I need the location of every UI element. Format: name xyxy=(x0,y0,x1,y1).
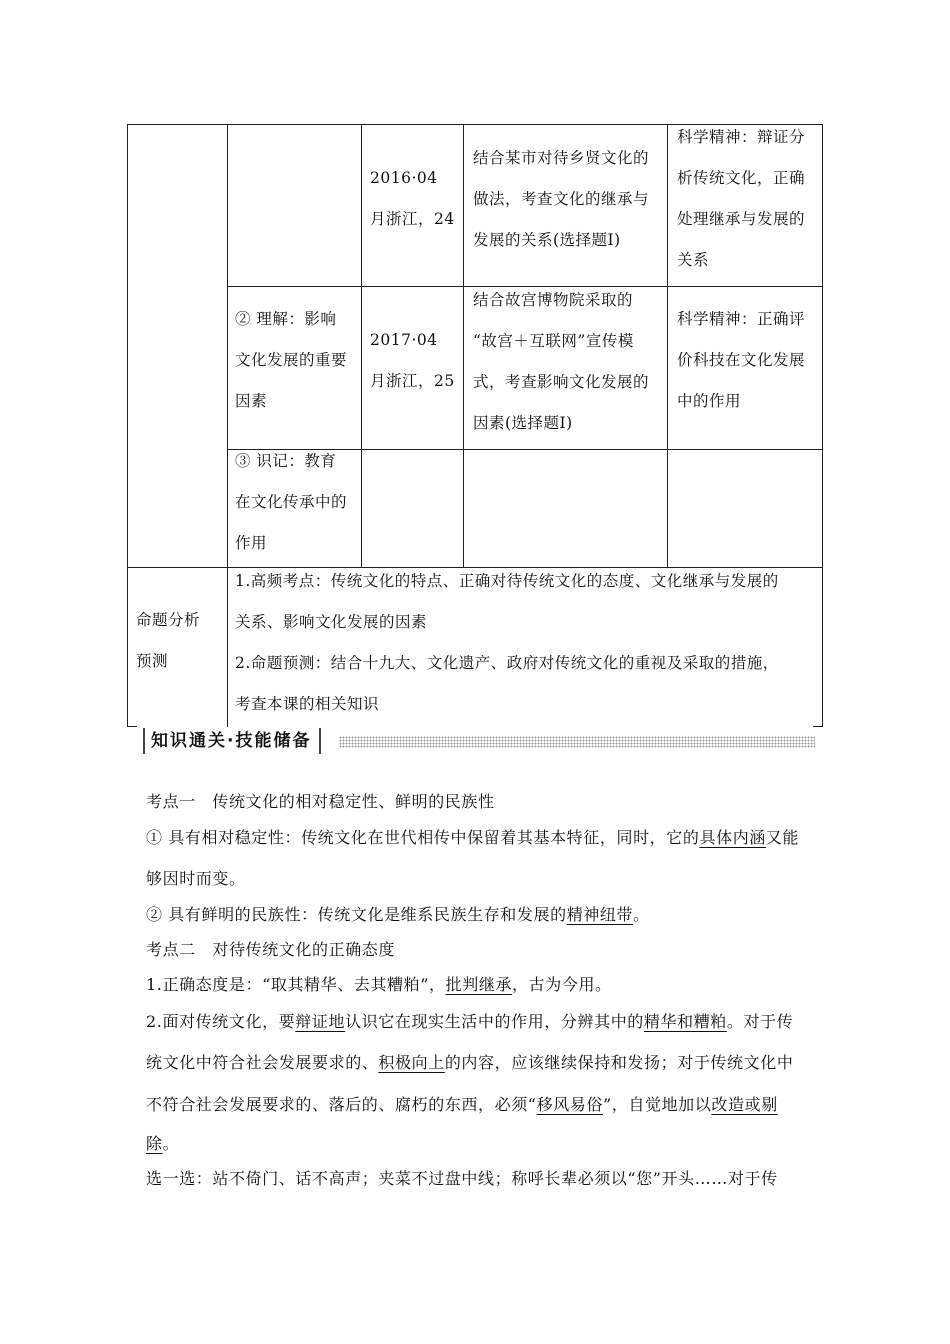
kaodian-1-title: 考点一 传统文化的相对稳定性、鲜明的民族性 xyxy=(146,792,495,811)
row1-case-line-3: 发展的关系(选择题Ⅰ) xyxy=(473,231,621,249)
row2-case-line-2: “故宫＋互联网”宣传模 xyxy=(473,332,634,350)
paragraph-5: 选一选：站不倚门、话不高声；夹菜不过盘中线；称呼长辈必须以“您”开头……对于传 xyxy=(146,1169,778,1188)
analysis-content-line-3: 2.命题预测：结合十九大、文化遗产、政府对传统文化的重视及采取的措施， xyxy=(235,654,779,672)
paragraph-2: ② 具有鲜明的民族性：传统文化是维系民族生存和发展的精神纽带。 xyxy=(146,905,650,924)
row3-point-line-3: 作用 xyxy=(235,534,268,552)
row2-case-line-3: 式，考查影响文化发展的 xyxy=(473,373,650,391)
analysis-content-line-1: 1.高频考点：传统文化的特点、正确对待传统文化的态度、文化继承与发展的 xyxy=(235,572,779,590)
answer-blank: 除 xyxy=(146,1134,163,1153)
col-divider-3 xyxy=(463,124,464,568)
paragraph-1-line-2: 够因时而变。 xyxy=(146,869,246,888)
answer-blank: 积极向上 xyxy=(378,1053,445,1072)
row1-year-line-1: 2016·04 xyxy=(370,169,438,187)
row1-literacy-line-4: 关系 xyxy=(677,251,710,269)
paragraph-1-line-1: ① 具有相对稳定性：传统文化在世代相传中保留着其基本特征，同时，它的具体内涵又能 xyxy=(146,828,800,847)
table-border-left xyxy=(127,124,128,727)
row1-literacy-line-1: 科学精神：辩证分 xyxy=(677,128,806,146)
row2-case-line-1: 结合故宫博物院采取的 xyxy=(473,291,634,309)
kaodian-2-title: 考点二 对待传统文化的正确态度 xyxy=(146,940,396,959)
paragraph-3: 1.正确态度是：“取其精华、去其糟粕”，批判继承，古为今用。 xyxy=(146,975,612,994)
paragraph-4-line-3: 不符合社会发展要求的、落后的、腐朽的东西，必须“移风易俗”，自觉地加以改造或剔 xyxy=(146,1095,778,1114)
table-bottom-tick-left xyxy=(127,726,137,727)
row2-literacy-line-3: 中的作用 xyxy=(677,392,742,410)
answer-blank: 批判继承 xyxy=(445,975,513,994)
analysis-label-line-1: 命题分析 xyxy=(136,611,201,629)
row2-point-line-2: 文化发展的重要 xyxy=(235,351,348,369)
row1-case-line-1: 结合某市对待乡贤文化的 xyxy=(473,149,650,167)
answer-blank: 改造或剔 xyxy=(711,1095,778,1114)
paragraph-4-line-1: 2.面对传统文化，要辩证地认识它在现实生活中的作用，分辨其中的精华和糟粕。对于传 xyxy=(146,1012,794,1031)
row2-year-cell xyxy=(370,320,455,402)
row1-literacy-line-3: 处理继承与发展的 xyxy=(677,210,806,228)
row2-literacy-line-1: 科学精神：正确评 xyxy=(677,310,806,328)
row2-point-line-1: ② 理解：影响 xyxy=(235,310,337,328)
answer-blank: 移风易俗 xyxy=(536,1095,603,1114)
analysis-content-cell xyxy=(235,561,779,725)
row1-case-line-2: 做法，考查文化的继承与 xyxy=(473,190,650,208)
answer-blank: 精神纽带 xyxy=(566,905,634,924)
paragraph-4-line-2: 统文化中符合社会发展要求的、积极向上的内容，应该继续保持和发扬；对于传统文化中 xyxy=(146,1053,794,1072)
table-bottom-tick-right xyxy=(813,726,823,727)
row1-case-cell xyxy=(473,138,649,261)
row3-point-cell xyxy=(235,441,347,564)
analysis-label-cell xyxy=(136,600,200,682)
row2-literacy-cell xyxy=(677,299,805,422)
row2-literacy-line-2: 价科技在文化发展 xyxy=(677,351,806,369)
col-divider-2 xyxy=(361,124,362,568)
row2-case-cell xyxy=(473,280,649,444)
section-banner xyxy=(143,728,815,754)
col-divider-4 xyxy=(667,124,668,568)
row1-year-line-2: 月浙江，24 xyxy=(370,210,455,228)
answer-blank: 辩证地 xyxy=(295,1012,346,1031)
row2-point-cell xyxy=(235,299,347,422)
row2-case-line-4: 因素(选择题Ⅰ) xyxy=(473,414,573,432)
row1-year-cell xyxy=(370,158,455,240)
section-banner-title: 知识通关·技能储备 xyxy=(143,728,321,754)
analysis-content-line-2: 关系、影响文化发展的因素 xyxy=(235,613,428,631)
answer-blank: 精华和糟粕 xyxy=(643,1012,727,1031)
row1-literacy-cell xyxy=(677,117,805,281)
row3-point-line-1: ③ 识记：教育 xyxy=(235,452,337,470)
analysis-content-line-4: 考查本课的相关知识 xyxy=(235,695,380,713)
analysis-label-line-2: 预测 xyxy=(136,652,169,670)
row3-point-line-2: 在文化传承中的 xyxy=(235,493,348,511)
section-banner-dotted-fill xyxy=(339,736,815,748)
row2-year-line-1: 2017·04 xyxy=(370,331,438,349)
row2-point-line-3: 因素 xyxy=(235,392,268,410)
row2-year-line-2: 月浙江，25 xyxy=(370,372,455,390)
paragraph-4-line-4: 除。 xyxy=(146,1134,180,1153)
col-divider-1 xyxy=(227,124,228,727)
answer-blank: 具体内涵 xyxy=(699,828,766,847)
table-border-right xyxy=(822,124,823,727)
row1-literacy-line-2: 析传统文化，正确 xyxy=(677,169,806,187)
